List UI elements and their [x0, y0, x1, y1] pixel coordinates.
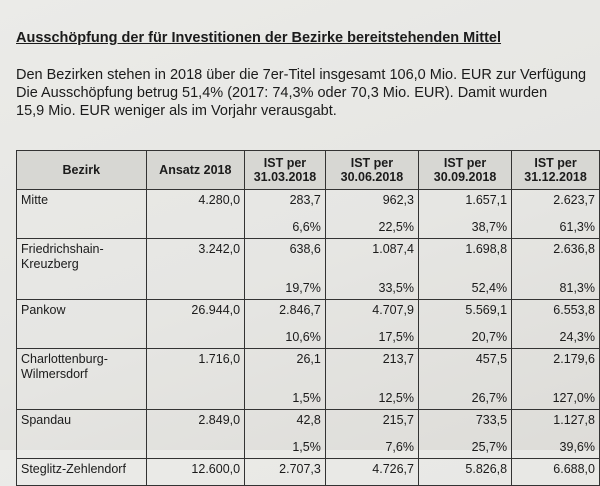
q4-cell: 2.636,8 81,3% [512, 239, 600, 300]
header-q3: IST per 30.09.2018 [418, 151, 511, 190]
table-row [17, 349, 600, 410]
q1-cell: 2.846,7 10,6% [245, 300, 326, 349]
document-heading: Ausschöpfung der für Investitionen der Bezirke bereitstehenden Mittel [16, 30, 502, 46]
table-row [17, 190, 600, 239]
q3-cell: 1.698,8 52,4% [418, 239, 511, 300]
bezirk-cell: Mitte [17, 190, 147, 239]
ansatz-cell: 3.242,0 [146, 239, 245, 300]
intro-line-2: Die Ausschöpfung betrug 51,4% (2017: 74,3% oder 70,3 Mio. EUR). Damit wurden [16, 85, 548, 101]
investment-table [16, 150, 600, 486]
q3-cell: 457,5 26,7% [418, 349, 511, 410]
table-row [17, 300, 600, 349]
table-header-row [17, 151, 600, 190]
header-q1: IST per 31.03.2018 [245, 151, 326, 190]
table-row [17, 410, 600, 459]
table-row [17, 239, 600, 300]
q2-cell: 213,7 12,5% [325, 349, 418, 410]
header-ansatz: Ansatz 2018 [146, 151, 245, 190]
q2-cell: 1.087,4 33,5% [325, 239, 418, 300]
q1-cell: 42,8 1,5% [245, 410, 326, 459]
q3-cell: 1.657,1 38,7% [418, 190, 511, 239]
q3-cell: 5.569,1 20,7% [418, 300, 511, 349]
bezirk-cell: Steglitz-Zehlendorf [17, 459, 147, 486]
ansatz-cell: 12.600,0 [146, 459, 245, 486]
bezirk-cell: Pankow [17, 300, 147, 349]
q2-cell: 4.726,7 [325, 459, 418, 486]
q4-cell: 2.179,6 127,0% [512, 349, 600, 410]
q1-cell: 638,6 19,7% [245, 239, 326, 300]
header-q4: IST per 31.12.2018 [512, 151, 600, 190]
q4-cell: 6.553,8 24,3% [512, 300, 600, 349]
q1-cell: 283,7 6,6% [245, 190, 326, 239]
q2-cell: 4.707,9 17,5% [325, 300, 418, 349]
bezirk-cell: Friedrichshain- Kreuzberg [17, 239, 147, 300]
q4-cell: 1.127,8 39,6% [512, 410, 600, 459]
table-row [17, 459, 600, 486]
ansatz-cell: 26.944,0 [146, 300, 245, 349]
q3-cell: 5.826,8 [418, 459, 511, 486]
bezirk-cell: Charlottenburg- Wilmersdorf [17, 349, 147, 410]
ansatz-cell: 1.716,0 [146, 349, 245, 410]
q2-cell: 962,3 22,5% [325, 190, 418, 239]
q1-cell: 26,1 1,5% [245, 349, 326, 410]
q1-cell: 2.707,3 [245, 459, 326, 486]
ansatz-cell: 2.849,0 [146, 410, 245, 459]
intro-line-1: Den Bezirken stehen in 2018 über die 7er-Titel insgesamt 106,0 Mio. EUR zur Verfügung [16, 67, 587, 83]
q3-cell: 733,5 25,7% [418, 410, 511, 459]
bezirk-cell: Spandau [17, 410, 147, 459]
header-q2: IST per 30.06.2018 [325, 151, 418, 190]
ansatz-cell: 4.280,0 [146, 190, 245, 239]
q2-cell: 215,7 7,6% [325, 410, 418, 459]
header-bezirk: Bezirk [17, 151, 147, 190]
intro-line-3: 15,9 Mio. EUR weniger als im Vorjahr verausgabt. [16, 103, 337, 119]
q4-cell: 6.688,0 [512, 459, 600, 486]
q4-cell: 2.623,7 61,3% [512, 190, 600, 239]
intro-paragraph [16, 66, 600, 120]
